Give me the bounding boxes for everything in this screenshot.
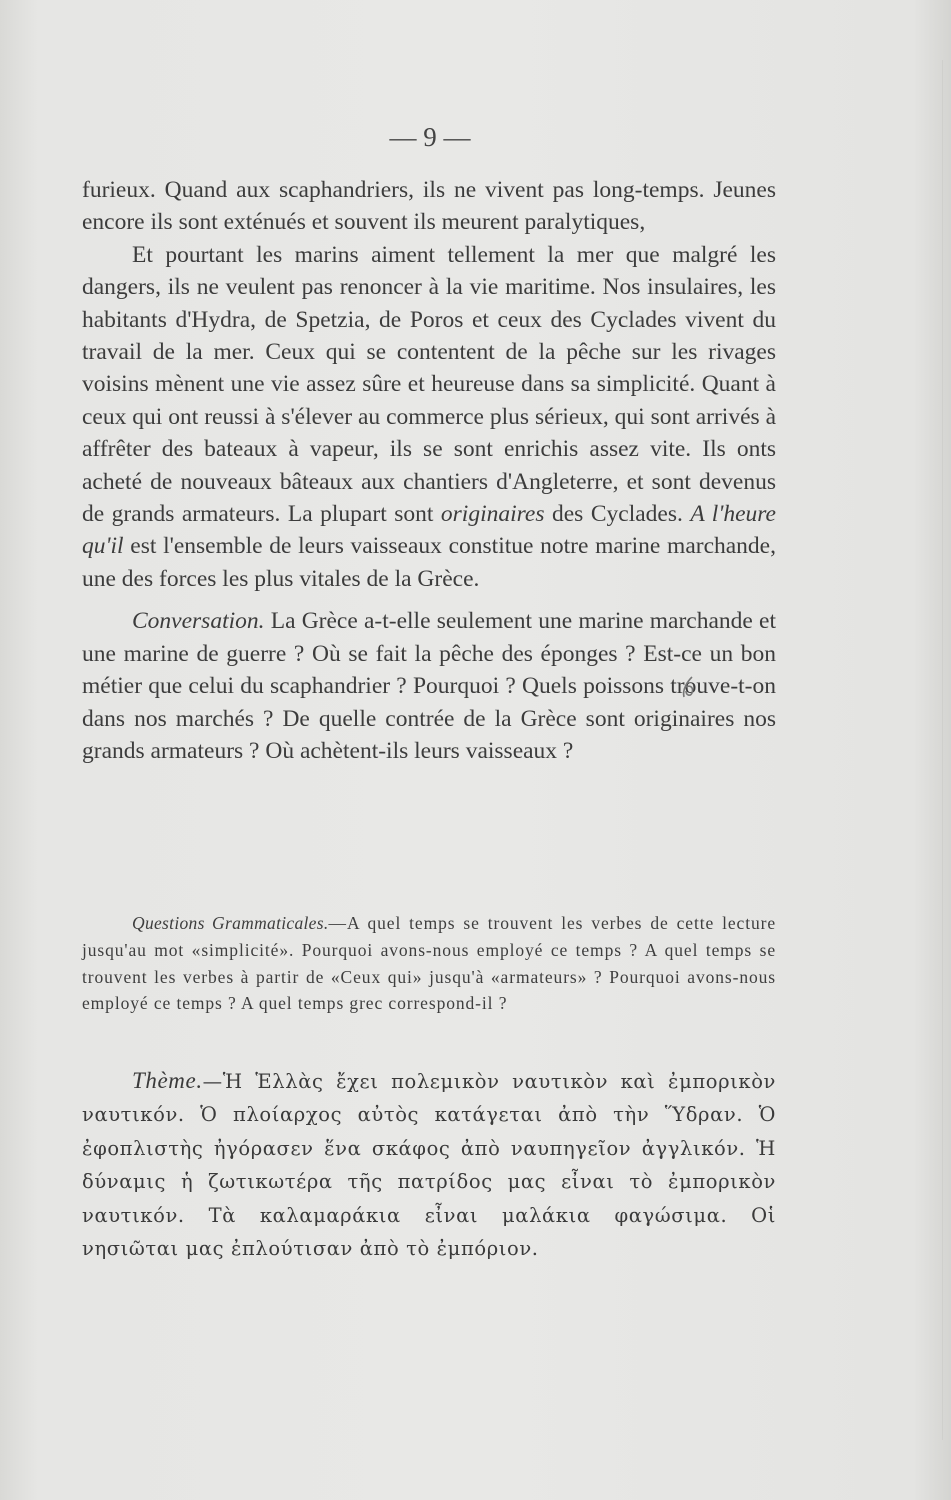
ink-mark-icon — [678, 673, 700, 701]
paragraph-2-end: est l'ensemble de leurs vaisseaux constitue notre marine marchande, une des forces les plus vitales de la Grèce. — [82, 533, 776, 592]
page-number: — 9 — — [389, 122, 471, 152]
lesson-text — [82, 174, 776, 767]
theme-heading: Thème. — [132, 1068, 203, 1093]
paragraph-2 — [82, 239, 776, 595]
conversation-paragraph — [82, 605, 776, 767]
grammar-questions-paragraph — [82, 910, 776, 1017]
grammar-questions — [82, 910, 776, 1017]
paragraph-2-mid: des Cyclades. — [544, 501, 691, 528]
paragraph-1: furieux. Quand aux scaphandriers, ils ne vivent pas long-temps. Jeunes encore ils sont exténués et souvent ils meurent paralytiques, — [82, 177, 776, 236]
paragraph-2-start: Et pourtant les marins aiment tellement la mer que malgré les dangers, ils ne veulent pas renoncer à la vie maritime. Nos insulaires, les habitants d'Hydra, de Spetzia, de Poros et ceux des Cyclades vivent du travail de la mer. Ceux qui se contentent de la pêche sur les rivages voisins mènent une vie assez sûre et heureuse dans sa simplicité. Quant à ceux qui ont reussi à s'élever au commerce plus sérieux, qui sont arrivés à affrêter des bateaux à vapeur, ils se sont enrichis assez vite. Ils onts acheté de nouveaux bâteaux aux chantiers d'Angleterre, et sont devenus de grands armateurs. La plupart sont — [82, 241, 776, 528]
page-edge — [942, 60, 943, 1440]
italic-originaires: originaires — [440, 501, 545, 528]
theme-exercise — [82, 1064, 776, 1265]
italic-a-l-heure: A l'heure qu'il — [82, 501, 776, 560]
conversation-text: La Grèce a-t-elle seulement une marine marchande et une marine de guerre ? Où se fait la pêche des éponges ? Est-ce un bon métier que celui du scaphandrier ? Pourquoi ? Quels poissons trouve-t-on dans nos marchés ? De quelle contrée de la Grèce sont originaires nos grands armateurs ? Où achètent-ils leurs vaisseaux ? — [82, 608, 776, 764]
conversation-heading: Conversation. — [132, 608, 265, 635]
theme-paragraph — [82, 1064, 776, 1265]
grammar-questions-text: —A quel temps se trouvent les verbes de cette lecture jusqu'au mot «simplicité». Pourquoi avons-nous employé ce temps ? A quel temps se trouvent les verbes à partir de «Ceux qui» jusqu'à «armateurs» ? Pourquoi avons-nous employé ce temps ? A quel temps grec correspond-il ? — [82, 913, 776, 1014]
theme-greek-text: —Ἡ Ἑλλὰς ἔχει πολεμικὸν ναυτικὸν καὶ ἐμπορικὸν ναυτικόν. Ὁ πλοίαρχος αὐτὸς κατάγεται ἀπὸ τὴν Ὕδραν. Ὁ ἐφοπλιστὴς ἠγόρασεν ἕνα σκάφος ἀπὸ ναυπηγεῖον ἀγγλικόν. Ἡ δύναμις ἡ ζωτικωτέρα τῆς πατρίδος μας εἶναι τὸ ἐμπορικὸν ναυτικόν. Τὰ καλαμαράκια εἶναι μαλάκια φαγώσιμα. Οἱ νησιῶται μας ἐπλούτισαν ἀπὸ τὸ ἐμπόριον. — [82, 1070, 776, 1261]
grammar-questions-heading: Questions Grammaticales. — [132, 913, 329, 933]
